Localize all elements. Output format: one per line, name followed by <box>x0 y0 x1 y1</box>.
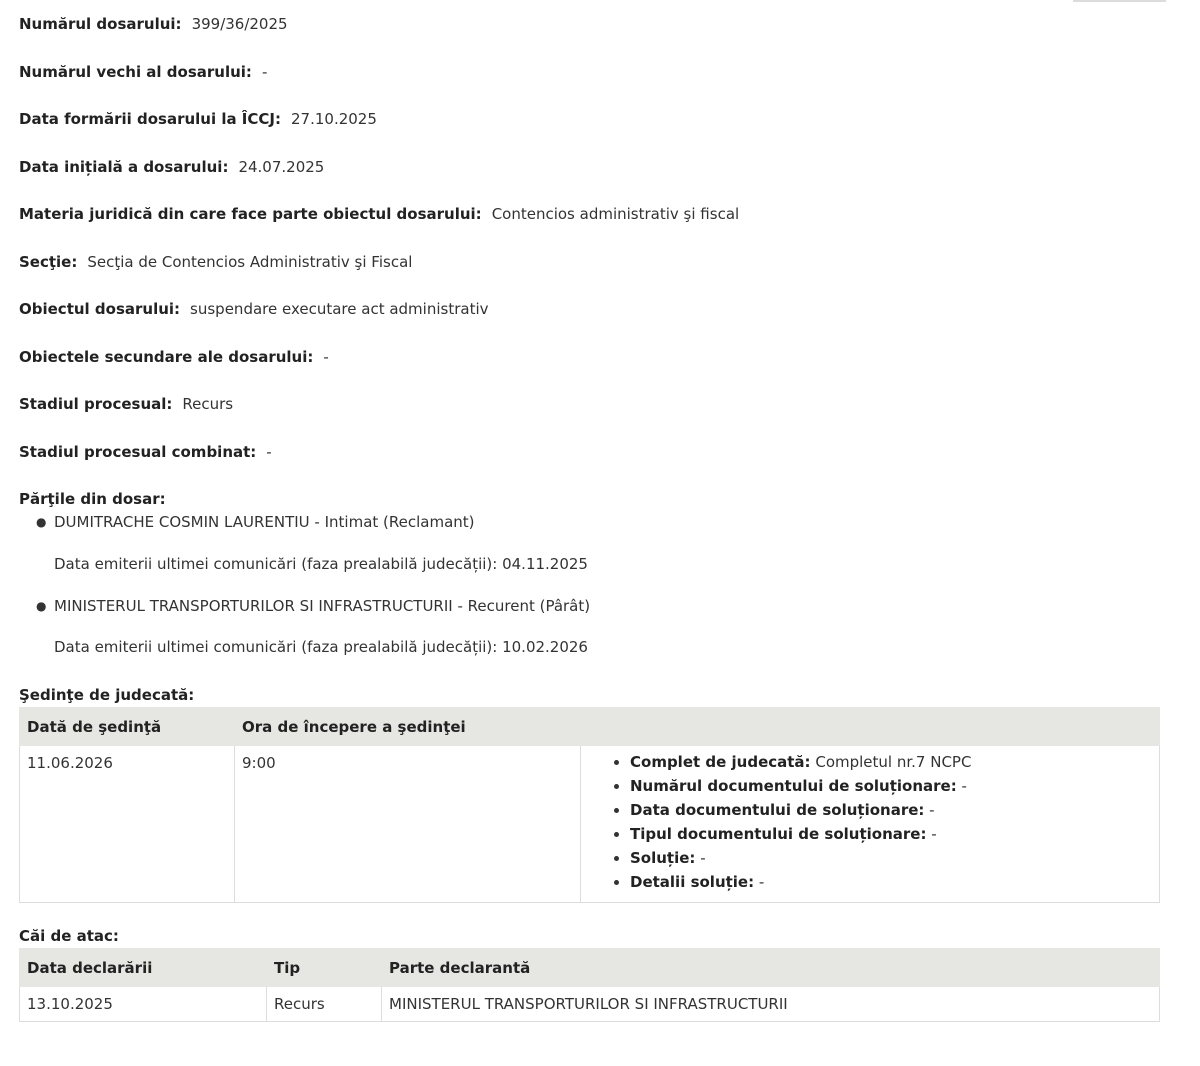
top-tab-edge <box>1073 0 1166 2</box>
field-value: suspendare executare act administrativ <box>190 300 489 318</box>
field-value: - <box>261 63 268 81</box>
appeals-table <box>19 948 1160 1022</box>
field-value: 27.10.2025 <box>291 110 377 128</box>
detail-label: Numărul documentului de soluționare: <box>630 777 957 795</box>
detail-value: - <box>758 873 765 891</box>
field-label: Numărul vechi al dosarului: <box>19 63 252 81</box>
field-value: - <box>323 348 329 366</box>
table-row <box>20 746 1160 903</box>
field-label: Numărul dosarului: <box>19 15 182 33</box>
column-header-declaring-party: Parte declarantă <box>382 949 1160 987</box>
field-secondary-objects <box>19 347 329 367</box>
detail-item <box>630 846 1152 870</box>
field-label: Obiectele secundare ale dosarului: <box>19 348 314 366</box>
detail-item <box>630 750 1152 774</box>
detail-label: Soluție: <box>630 849 696 867</box>
column-header-start-time: Ora de începere a şedinţei <box>235 708 581 746</box>
column-header-date: Dată de şedinţă <box>20 708 235 746</box>
party-name: DUMITRACHE COSMIN LAURENTIU - Intimat (Reclamant) <box>54 513 475 531</box>
field-label: Obiectul dosarului: <box>19 300 181 318</box>
table-row <box>20 987 1160 1022</box>
parties-heading: Părţile din dosar: <box>19 490 166 508</box>
detail-label: Detalii soluție: <box>630 873 755 891</box>
field-value: Secţia de Contencios Administrativ şi Fiscal <box>87 253 413 271</box>
field-formation-date <box>19 109 377 129</box>
field-label: Data formării dosarului la ÎCCJ: <box>19 110 281 128</box>
field-value: 399/36/2025 <box>191 15 288 33</box>
hearing-details <box>581 746 1160 903</box>
party-item <box>19 512 919 532</box>
detail-value: - <box>700 849 706 867</box>
field-case-number <box>19 14 288 34</box>
field-initial-date <box>19 157 324 177</box>
bullet-icon: ● <box>36 515 47 529</box>
field-label: Stadiul procesual: <box>19 395 173 413</box>
field-case-object <box>19 299 489 319</box>
field-label: Secţie: <box>19 253 78 271</box>
detail-item <box>630 870 1152 894</box>
detail-label: Complet de judecată: <box>630 753 811 771</box>
detail-item <box>630 774 1152 798</box>
hearings-table <box>19 707 1160 903</box>
bullet-icon: ● <box>36 599 47 613</box>
table-header-row <box>20 949 1160 987</box>
appeals-heading: Căi de atac: <box>19 927 119 945</box>
field-value: Recurs <box>182 395 234 413</box>
detail-item <box>630 822 1152 846</box>
detail-value: - <box>931 825 937 843</box>
column-header-type: Tip <box>267 949 382 987</box>
detail-label: Data documentului de soluționare: <box>630 801 925 819</box>
party-communication: Data emiterii ultimei comunicări (faza prealabilă judecății): 10.02.2026 <box>54 638 588 656</box>
field-old-case-number <box>19 62 267 82</box>
appeal-type: Recurs <box>267 987 382 1022</box>
appeal-date: 13.10.2025 <box>20 987 267 1022</box>
column-header-details <box>581 708 1160 746</box>
field-value: 24.07.2025 <box>238 158 325 176</box>
field-value: Contencios administrativ şi fiscal <box>491 205 740 223</box>
field-label: Stadiul procesual combinat: <box>19 443 257 461</box>
detail-value: - <box>961 777 967 795</box>
party-item <box>19 596 919 616</box>
detail-value: - <box>929 801 935 819</box>
field-section <box>19 252 412 272</box>
hearing-time: 9:00 <box>235 746 581 903</box>
party-name: MINISTERUL TRANSPORTURILOR SI INFRASTRUCTURII - Recurent (Pârât) <box>54 597 591 615</box>
hearing-details-list <box>588 750 1152 894</box>
field-procedural-stage <box>19 394 233 414</box>
field-label: Data inițială a dosarului: <box>19 158 229 176</box>
hearing-date: 11.06.2026 <box>20 746 235 903</box>
field-combined-stage <box>19 442 272 462</box>
party-communication: Data emiterii ultimei comunicări (faza prealabilă judecății): 04.11.2025 <box>54 555 588 573</box>
field-label: Materia juridică din care face parte obiectul dosarului: <box>19 205 482 223</box>
field-legal-matter <box>19 204 739 224</box>
column-header-declaration-date: Data declarării <box>20 949 267 987</box>
detail-item <box>630 798 1152 822</box>
detail-label: Tipul documentului de soluționare: <box>630 825 927 843</box>
appeal-party: MINISTERUL TRANSPORTURILOR SI INFRASTRUCTURII <box>382 987 1160 1022</box>
field-value: - <box>266 443 272 461</box>
detail-value: Completul nr.7 NCPC <box>815 753 972 771</box>
hearings-heading: Şedinţe de judecată: <box>19 686 195 704</box>
table-header-row <box>20 708 1160 746</box>
